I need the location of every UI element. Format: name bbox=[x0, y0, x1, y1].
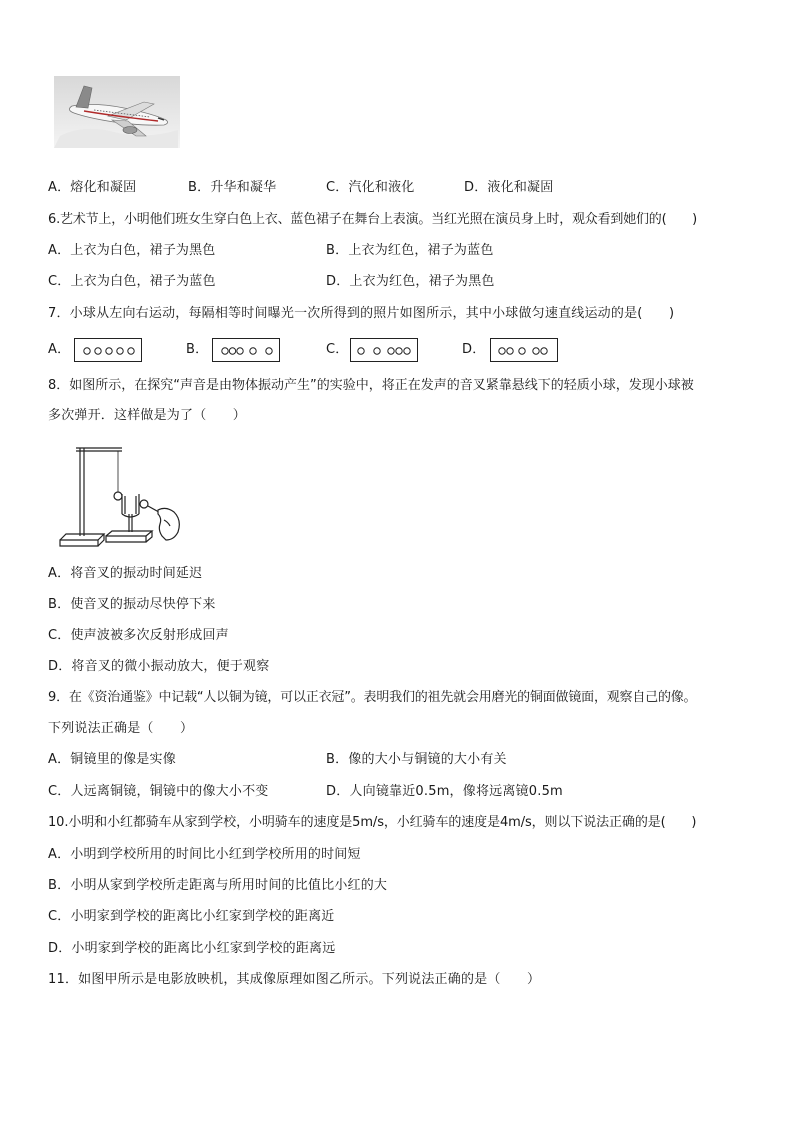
q8-option-b: B．使音叉的振动尽快停下来 bbox=[48, 597, 216, 612]
q10-option-b: B．小明从家到学校所走距离与所用时间的比值比小红的大 bbox=[48, 878, 388, 893]
q7-option-c-photo bbox=[350, 338, 418, 362]
q8-stem-line2: 多次弹开．这样做是为了（ ） bbox=[48, 408, 247, 423]
q10-option-a: A．小明到学校所用的时间比小红到学校所用的时间短 bbox=[48, 847, 361, 862]
q7-option-d-label: D． bbox=[462, 342, 486, 357]
q5-option-c: C．汽化和液化 bbox=[326, 180, 415, 195]
q7-stem: 7．小球从左向右运动，每隔相等时间曝光一次所得到的照片如图所示，其中小球做匀速直线运动的是( ) bbox=[48, 306, 675, 321]
q11-stem: 11．如图甲所示是电影放映机，其成像原理如图乙所示。下列说法正确的是（ ） bbox=[48, 972, 541, 987]
q5-option-d: D．液化和凝固 bbox=[464, 180, 554, 195]
q6-option-d: D．上衣为红色，裙子为黑色 bbox=[326, 274, 495, 289]
q5-option-b: B．升华和凝华 bbox=[188, 180, 277, 195]
airplane-figure bbox=[54, 66, 180, 156]
q6-stem: 6.艺术节上，小明他们班女生穿白色上衣、蓝色裙子在舞台上表演。当红光照在演员身上时，观众看到她们的( ) bbox=[48, 212, 697, 227]
q8-option-d: D．将音叉的微小振动放大，便于观察 bbox=[48, 659, 270, 674]
q8-stem-line1: 8．如图所示，在探究“声音是由物体振动产生”的实验中，将正在发声的音叉紧靠悬线下的轻质小球，发现小球被 bbox=[48, 378, 694, 393]
q9-option-b: B．像的大小与铜镜的大小有关 bbox=[326, 752, 507, 767]
q9-option-d: D．人向镜靠近0.5m，像将远离镜0.5m bbox=[326, 784, 563, 799]
q8-option-c: C．使声波被多次反射形成回声 bbox=[48, 628, 229, 643]
q9-stem-line1: 9．在《资治通鉴》中记载“人以铜为镜，可以正衣冠”。表明我们的祖先就会用磨光的铜面做镜面，观察自己的像。 bbox=[48, 690, 697, 705]
q9-option-c: C．人远离铜镜，铜镜中的像大小不变 bbox=[48, 784, 269, 799]
q8-option-a: A．将音叉的振动时间延迟 bbox=[48, 566, 203, 581]
q9-stem-line2: 下列说法正确是（ ） bbox=[48, 721, 194, 736]
tuning-fork-figure bbox=[54, 440, 186, 552]
q7-option-b-photo bbox=[212, 338, 280, 362]
q7-option-b-label: B． bbox=[186, 342, 209, 357]
q10-stem: 10.小明和小红都骑车从家到学校，小明骑车的速度是5m/s，小红骑车的速度是4m/s，则以下说法正确的是( ) bbox=[48, 815, 697, 830]
q7-option-a-label: A． bbox=[48, 342, 71, 357]
q10-option-d: D．小明家到学校的距离比小红家到学校的距离远 bbox=[48, 941, 336, 956]
q7-option-d-photo bbox=[490, 338, 558, 362]
q6-option-c: C．上衣为白色，裙子为蓝色 bbox=[48, 274, 216, 289]
q6-option-a: A．上衣为白色，裙子为黑色 bbox=[48, 243, 216, 258]
q6-option-b: B．上衣为红色，裙子为蓝色 bbox=[326, 243, 494, 258]
q9-option-a: A．铜镜里的像是实像 bbox=[48, 752, 176, 767]
q7-option-c-label: C． bbox=[326, 342, 349, 357]
q7-option-a-photo bbox=[74, 338, 142, 362]
q10-option-c: C．小明家到学校的距离比小红家到学校的距离近 bbox=[48, 909, 335, 924]
q5-option-a: A．熔化和凝固 bbox=[48, 180, 137, 195]
